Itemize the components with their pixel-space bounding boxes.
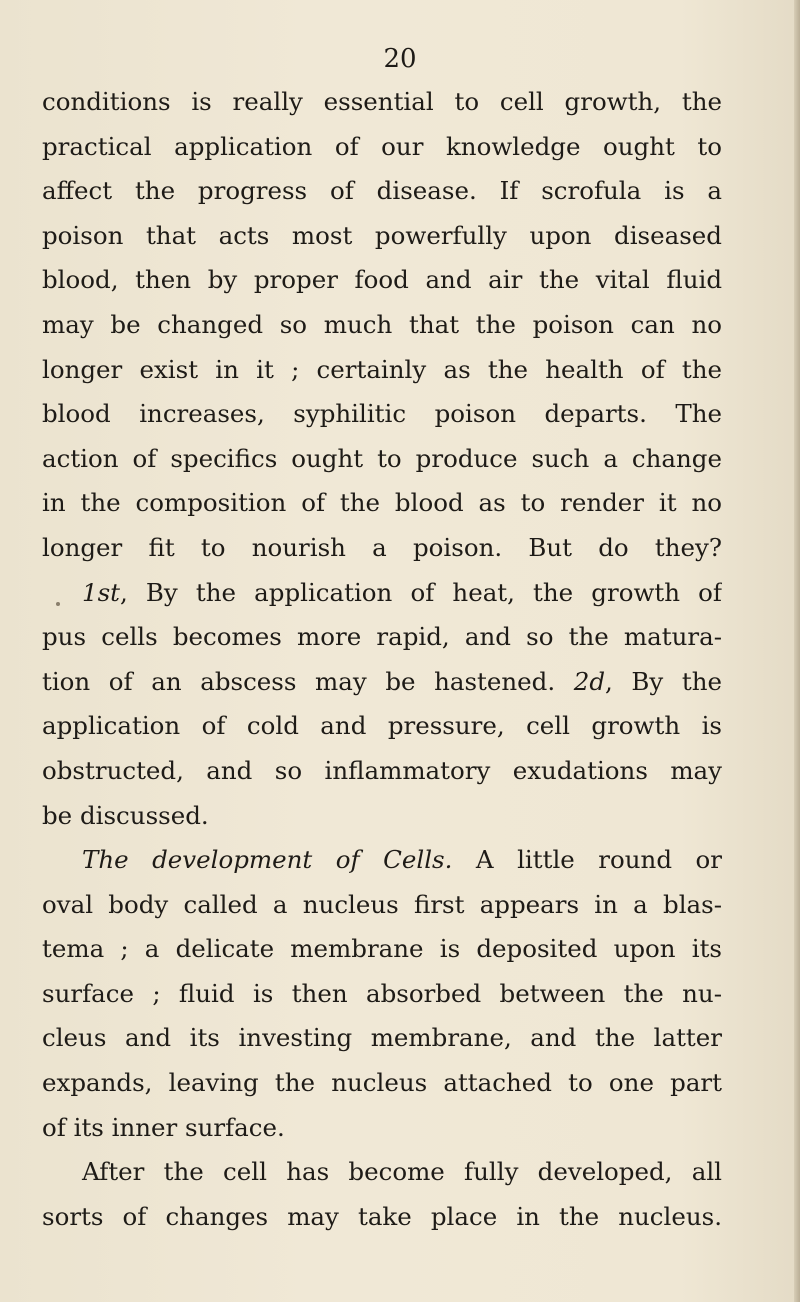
text-line: longer fit to nourish a poison. But do they? [42, 532, 722, 562]
text-line: practical application of our knowledge ought to [42, 131, 722, 161]
text-line: affect the progress of disease. If scrofula is a [42, 176, 722, 206]
text-line: 1st, By the application of heat, the growth of [82, 577, 722, 607]
text-line: tema ; a delicate membrane is deposited upon its [42, 934, 722, 964]
text-line: application of cold and pressure, cell growth is [42, 711, 722, 741]
text-line: expands, leaving the nucleus attached to one part [42, 1068, 722, 1098]
text-line: tion of an abscess may be hastened. 2d, By the [42, 666, 722, 696]
page-edge [794, 0, 800, 1302]
text-line: longer exist in it ; certainly as the health of the [42, 354, 722, 384]
page-number: 20 [383, 44, 417, 74]
text-line: After the cell has become fully developed, all [82, 1157, 722, 1187]
text-line: The development of Cells. A little round or [82, 845, 722, 875]
text-line: blood, then by proper food and air the vital fluid [42, 265, 722, 295]
text-line: action of specifics ought to produce such a change [42, 443, 722, 473]
text-line: obstructed, and so inflammatory exudations may [42, 755, 722, 785]
text-line: conditions is really essential to cell growth, the [42, 87, 722, 116]
text-line: in the composition of the blood as to render it no [42, 488, 722, 518]
body-text [42, 80, 722, 1239]
text-line: be discussed. [42, 800, 209, 830]
text-line: of its inner surface. [42, 1112, 285, 1142]
text-line: poison that acts most powerfully upon diseased [42, 220, 722, 250]
text-line: surface ; fluid is then absorbed between the nu- [42, 978, 722, 1008]
text-line: oval body called a nucleus first appears in a blas- [42, 889, 722, 919]
text-line: may be changed so much that the poison can no [42, 309, 722, 339]
text-line: pus cells becomes more rapid, and so the matura- [42, 622, 722, 652]
text-line: sorts of changes may take place in the nucleus. [42, 1201, 722, 1231]
text-line: cleus and its investing membrane, and the latter [42, 1023, 722, 1053]
text-line: blood increases, syphilitic poison departs. The [42, 399, 722, 429]
